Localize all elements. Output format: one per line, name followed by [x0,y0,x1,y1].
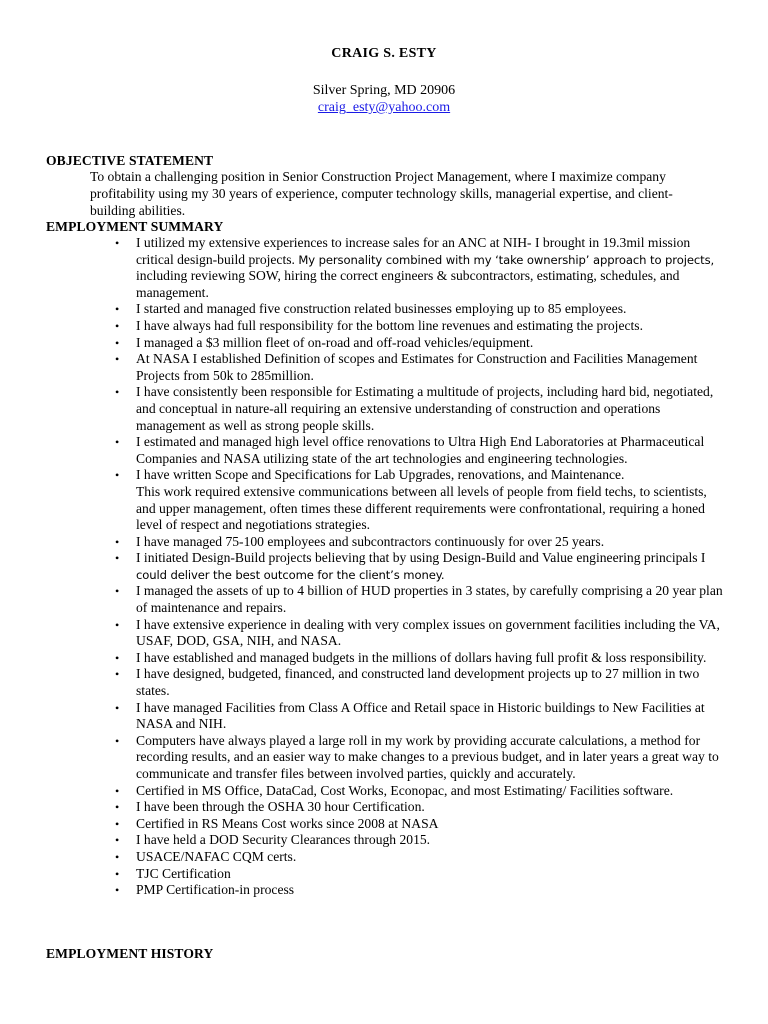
list-item-text: USACE/NAFAC CQM certs. [136,848,297,864]
objective-heading: OBJECTIVE STATEMENT [46,153,214,168]
bullet-icon: • [115,800,120,815]
list-item-text: I have managed Facilities from Class A Office and Retail space in Historic buildings to New Facilities at NASA and NIH. [136,699,705,732]
bullet-icon: • [115,435,120,450]
list-item [0,467,724,533]
list-item [0,351,724,384]
bullet-icon: • [115,650,120,665]
bullet-icon: • [115,302,120,317]
list-item-text: I have held a DOD Security Clearances through 2015. [136,832,431,848]
list-item [0,700,724,733]
list-item [0,550,724,583]
bullet-icon: • [115,883,120,898]
list-item [0,384,724,434]
list-item-text: At NASA I established Definition of scopes and Estimates for Construction and Facilities Management Projects from 50k to 285million. [136,351,698,383]
list-item [0,866,724,883]
list-item [0,335,724,352]
bullet-icon: • [115,849,120,864]
list-item-text: I initiated Design-Build projects believing that by using Design-Build and Value engineering principals I [136,550,706,566]
summary-heading: EMPLOYMENT SUMMARY [46,219,224,234]
list-item-text: PMP Certification-in process [136,882,295,898]
list-item [0,583,724,616]
list-item-text: Certified in RS Means Cost works since 2008 at NASA [136,815,439,831]
bullet-icon: • [115,385,120,400]
list-item-text: I estimated and managed high level office renovations to Ultra High End Laboratories at Pharmaceutical Companies and NASA utilizing state of the art technologies and engineering technologies. [136,434,705,466]
list-item [0,832,724,849]
list-item [0,301,724,318]
list-item [0,318,724,335]
list-item-text: I started and managed five construction related businesses employing up to 85 employees. [136,301,627,317]
bullet-icon: • [115,833,120,848]
list-item [0,617,724,650]
bullet-icon: • [115,468,120,483]
list-item-text: I managed the assets of up to 4 billion of HUD properties in 3 states, by carefully comprising a 20 year plan of maintenance and repairs. [136,583,723,616]
list-item [0,783,724,800]
list-item [0,733,724,783]
bullet-icon: • [115,335,120,350]
list-item-text: I have managed 75-100 employees and subcontractors continuously for over 25 years. [136,533,605,549]
list-item-text: Certified in MS Office, DataCad, Cost Works, Econopac, and most Estimating/ Facilities software. [136,782,674,798]
list-item-text-cont: This work required extensive communications between all levels of people from field techs, to scientists, and upper management, often times these different requirements were confrontational, requiring a honed level of respect and negotiations strategies. [136,483,707,533]
list-item-text: I have established and managed budgets in the millions of dollars having full profit & loss responsibility. [136,649,707,665]
list-item [0,434,724,467]
list-item-text: Computers have always played a large roll in my work by providing accurate calculations, a method for recording results, and an easier way to make changes to a previous budget, and in later years a great way to communicate and transfer files between involved parties, quickly and accurately. [136,732,719,781]
list-item-text: I have written Scope and Specifications for Lab Upgrades, renovations, and Maintenance. [136,467,625,483]
candidate-name: CRAIG S. ESTY [331,46,437,61]
list-item-text: I have consistently been responsible for Estimating a multitude of projects, including hard bid, negotiated, and conceptual in nature-all requiring an extensive understanding of construction and operations management as well as strong people skills. [136,384,714,433]
bullet-icon: • [115,816,120,831]
list-item [0,534,724,551]
email-line [0,100,768,116]
list-item [0,816,724,833]
list-item [0,849,724,866]
bullet-icon: • [115,236,120,250]
summary-list [0,235,768,899]
list-item-text-cont: including reviewing SOW, hiring the correct engineers & subcontractors, estimating, schedules, and management. [136,268,680,300]
list-item [0,235,724,301]
history-heading: EMPLOYMENT HISTORY [46,946,214,961]
list-item [0,882,724,899]
list-item-text: I have been through the OSHA 30 hour Certification. [136,799,425,815]
list-item-text: I managed a $3 million fleet of on-road and off-road vehicles/equipment. [136,334,534,350]
list-item-text: I have designed, budgeted, financed, and constructed land development projects up to 27 million in two states. [136,666,700,699]
list-item-text-alt: could deliver the best outcome for the client’s money. [136,567,445,582]
bullet-icon: • [115,318,120,333]
bullet-icon: • [115,667,120,682]
bullet-icon: • [115,700,120,715]
list-item-text-alt: My personality combined with my ‘take ownership’ approach to projects, [298,252,715,267]
list-item-text: I have always had full responsibility for the bottom line revenues and estimating the projects. [136,317,643,333]
bullet-icon: • [115,617,120,632]
address: Silver Spring, MD 20906 [312,83,456,98]
list-item [0,666,724,699]
bullet-icon: • [115,783,120,798]
bullet-icon: • [115,352,120,367]
list-item-text: I have extensive experience in dealing with very complex issues on government facilities including the VA, USAF, DOD, GSA, NIH, and NASA. [136,616,720,649]
list-item-text: TJC Certification [136,865,231,881]
bullet-icon: • [115,866,120,881]
bullet-icon: • [115,534,120,549]
bullet-icon: • [115,584,120,599]
list-item-text: I utilized my extensive experiences to increase sales for an ANC at NIH- I brought in 19.3mil mission critical design-build projects. [136,235,691,267]
objective-text: To obtain a challenging position in Senior Construction Project Management, where I maximize company profitability using my 30 years of experience, computer technology skills, managerial expertise, and client-building abilities. [90,169,673,218]
list-item [0,650,724,667]
list-item [0,799,724,816]
bullet-icon: • [115,733,120,748]
bullet-icon: • [115,551,120,566]
email-link[interactable]: craig_esty@yahoo.com [317,100,451,115]
